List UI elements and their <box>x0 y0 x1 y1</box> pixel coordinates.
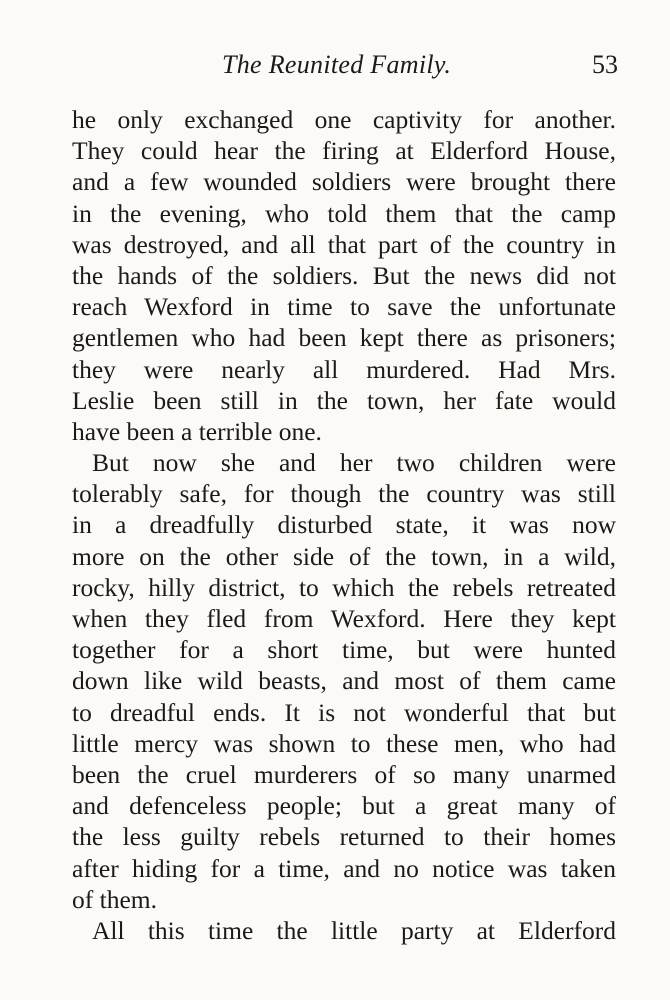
text-line: have been a terrible one. <box>72 416 322 446</box>
page-header <box>0 50 670 86</box>
body-text <box>72 104 616 946</box>
text-line: when they fled from Wexford. Here they kept <box>72 604 616 633</box>
text-line: in a dreadfully disturbed state, it was now <box>72 510 616 540</box>
text-line: together for a short time, but were hunted <box>72 635 616 665</box>
text-line: gentlemen who had been kept there as prisoners; <box>72 323 616 353</box>
text-line: down like wild beasts, and most of them came <box>72 666 616 696</box>
running-title: The Reunited Family. <box>222 50 452 79</box>
text-line: in the evening, who told them that the camp <box>72 198 616 228</box>
text-line: the hands of the soldiers. But the news did not <box>72 260 616 290</box>
text-line: the less guilty rebels returned to their homes <box>72 822 616 852</box>
text-line: reach Wexford in time to save the unfortunate <box>72 292 616 322</box>
text-line: Leslie been still in the town, her fate would <box>72 385 616 415</box>
text-line: he only exchanged one captivity for another. <box>72 105 616 134</box>
text-line: little mercy was shown to these men, who had <box>72 728 616 758</box>
paragraph-start-line: All this time the little party at Elderford <box>92 915 616 945</box>
text-line: more on the other side of the town, in a wild, <box>72 541 616 571</box>
text-line: after hiding for a time, and no notice was taken <box>72 853 616 883</box>
paragraph-start-line: But now she and her two children were <box>92 448 616 478</box>
text-line: to dreadful ends. It is not wonderful that but <box>72 697 616 727</box>
text-line: and a few wounded soldiers were brought there <box>72 167 616 197</box>
text-line: been the cruel murderers of so many unarmed <box>72 759 616 789</box>
text-line: rocky, hilly district, to which the rebels retreated <box>72 572 616 602</box>
text-line: was destroyed, and all that part of the country in <box>72 229 616 259</box>
text-line: and defenceless people; but a great many of <box>72 791 616 821</box>
text-line: of them. <box>72 884 157 914</box>
page-number: 53 <box>592 50 618 79</box>
text-line: they were nearly all murdered. Had Mrs. <box>72 354 616 384</box>
text-line: They could hear the firing at Elderford House, <box>72 136 616 166</box>
text-line: tolerably safe, for though the country was still <box>72 479 616 509</box>
